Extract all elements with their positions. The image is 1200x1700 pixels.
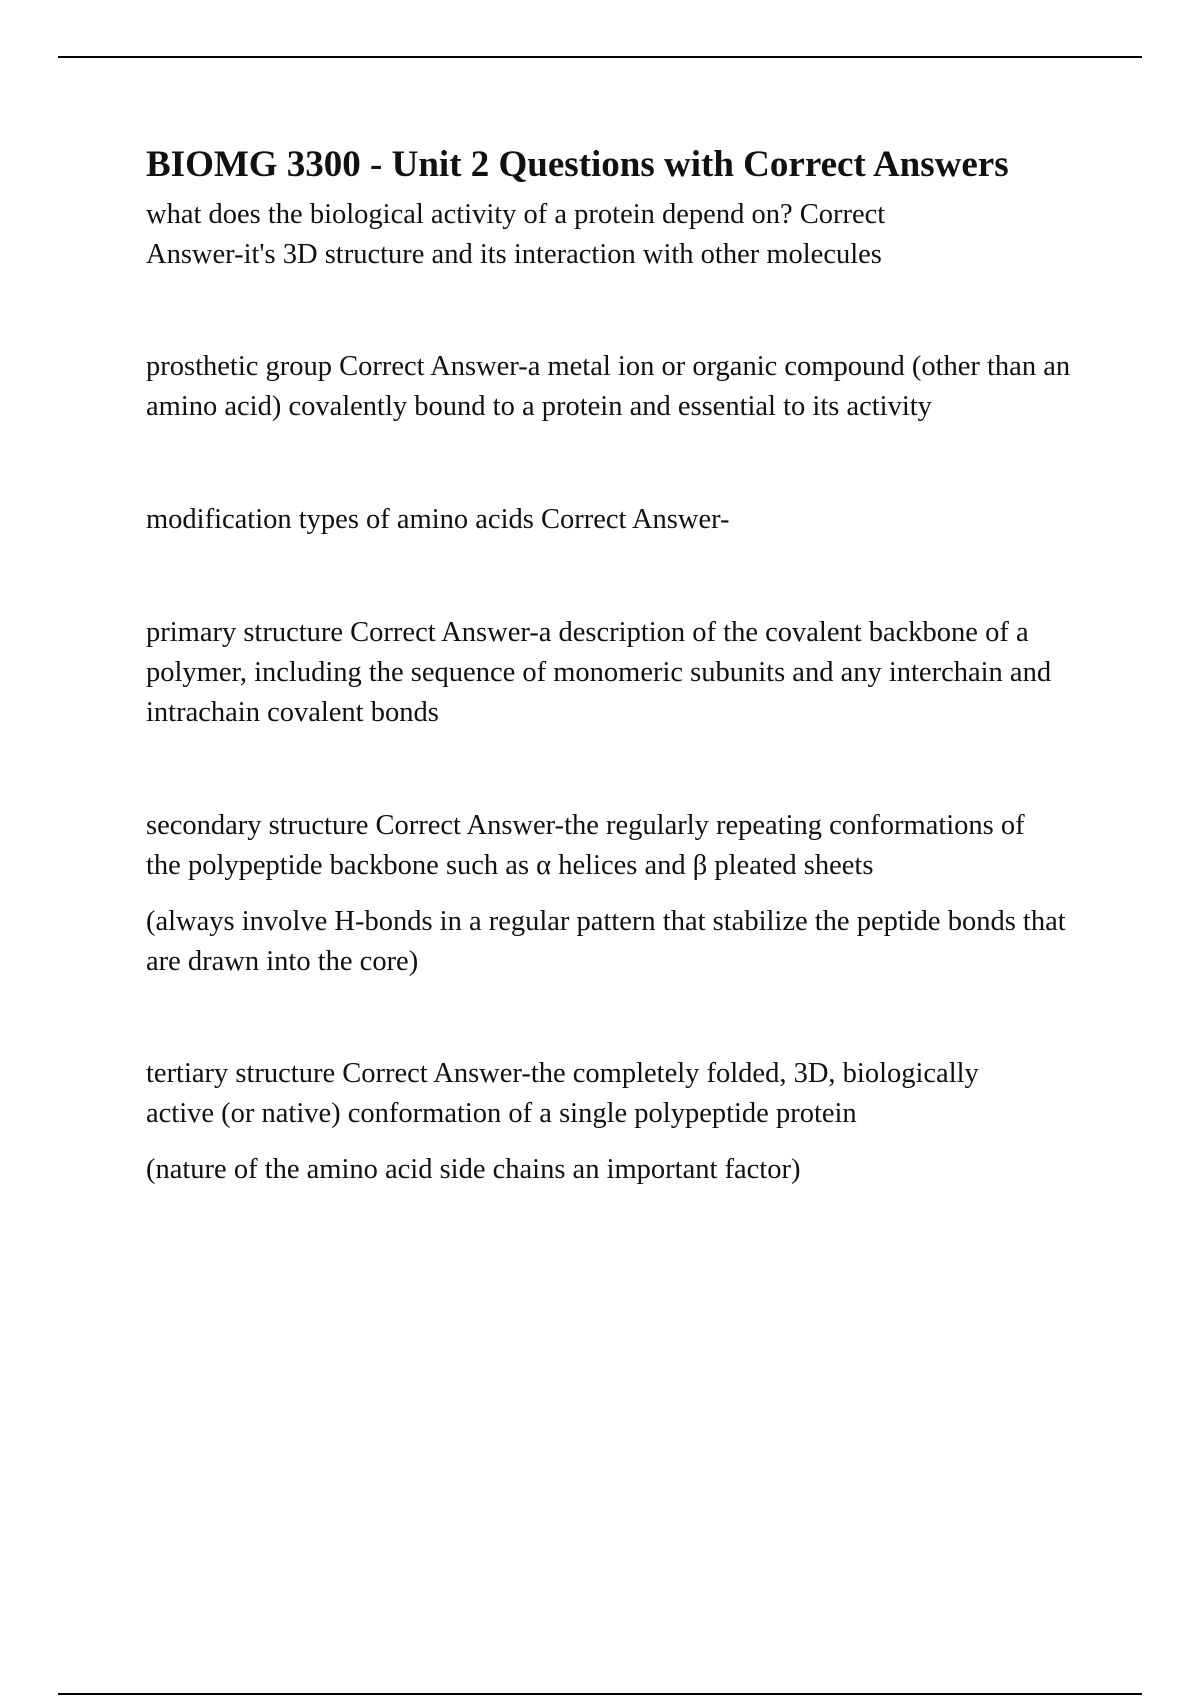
qa-item-biological-activity — [146, 195, 1096, 275]
qa-item-modification-types — [146, 500, 1096, 540]
qa-text: prosthetic group Correct Answer-a metal ion or organic compound (other than an amino acid) covalently bound to a protein and essential to its activity — [146, 351, 1071, 422]
qa-item-tertiary-structure — [146, 1054, 1096, 1190]
spacer — [146, 427, 1096, 500]
header-rule — [58, 56, 1142, 58]
spacer — [146, 982, 1096, 1054]
footer-rule — [58, 1693, 1142, 1695]
qa-text: what does the biological activity of a protein depend on? Correct Answer-it's 3D structure and its interaction with other molecules — [146, 199, 886, 270]
spacer — [146, 540, 1096, 613]
qa-text: secondary structure Correct Answer-the regularly repeating conformations of the polypeptide backbone such as α helices and β pleated sheets — [146, 810, 1025, 881]
document-title: BIOMG 3300 - Unit 2 Questions with Correct Answers — [146, 144, 1009, 185]
qa-note: (always involve H-bonds in a regular pattern that stabilize the peptide bonds that are drawn into the core) — [146, 906, 1066, 977]
qa-note: (nature of the amino acid side chains an important factor) — [146, 1154, 801, 1185]
spacer — [146, 733, 1096, 806]
qa-text: primary structure Correct Answer-a description of the covalent backbone of a polymer, including the sequence of monomeric subunits and any interchain and intrachain covalent bonds — [146, 617, 1052, 728]
document-body — [146, 143, 1096, 1190]
qa-text: modification types of amino acids Correct Answer- — [146, 504, 730, 535]
qa-text: tertiary structure Correct Answer-the completely folded, 3D, biologically active (or native) conformation of a single polypeptide protein — [146, 1058, 979, 1129]
qa-item-primary-structure — [146, 613, 1096, 733]
spacer — [146, 275, 1096, 347]
qa-item-secondary-structure — [146, 806, 1096, 982]
qa-item-prosthetic-group — [146, 347, 1096, 427]
